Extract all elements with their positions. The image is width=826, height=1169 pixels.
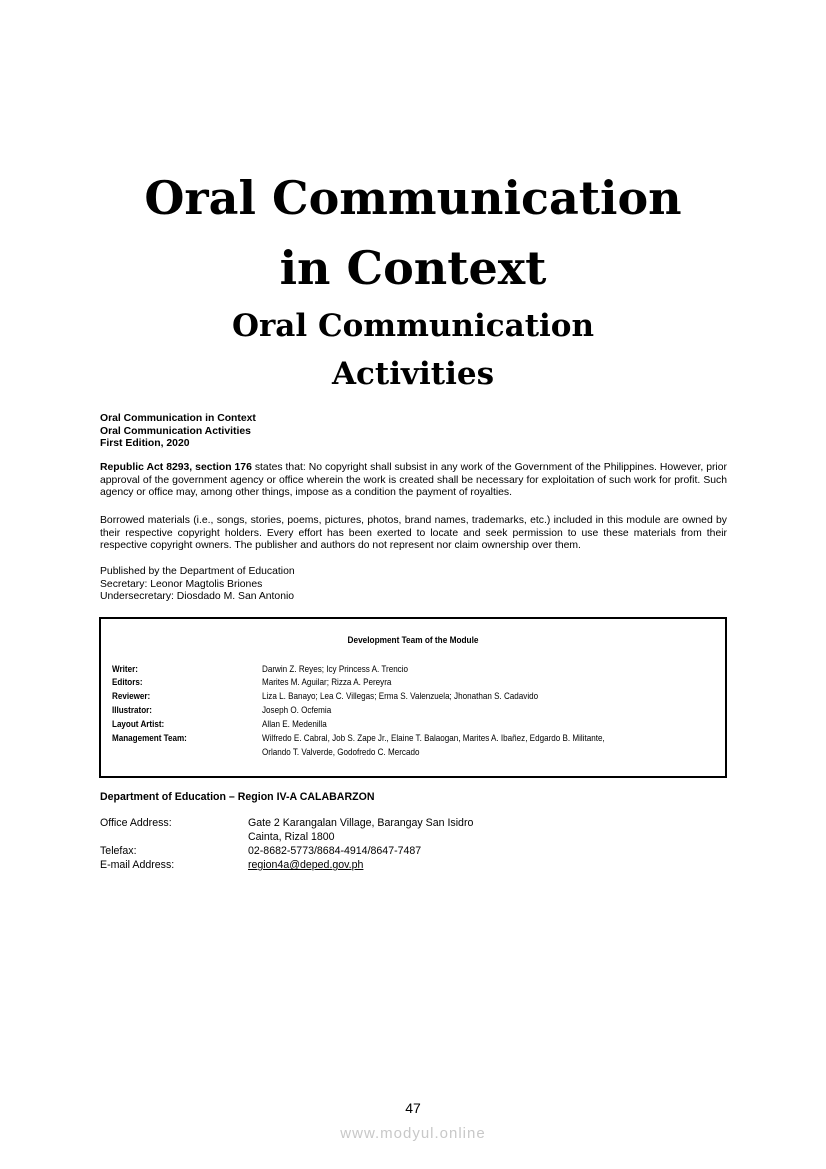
subtitle-line-1: Oral Communication xyxy=(231,308,595,344)
team-role: Management Team: xyxy=(112,733,187,743)
team-names: Wilfredo E. Cabral, Job S. Zape Jr., Elaine T. Balaogan, Marites A. Ibañez, Edgardo B. Militante, xyxy=(262,733,605,743)
borrowed-materials-notice: Borrowed materials (i.e., songs, stories, poems, pictures, photos, brand names, trademarks, etc.) included in this module are owned by their respective copyright holders. Every effort has been exerted to locate and seek permission to use these materials from their respective copyright owners. The publisher and authors do not represent nor claim ownership over them. xyxy=(100,515,727,552)
republic-act-reference: Republic Act 8293, section 176 xyxy=(100,462,252,473)
team-names: Darwin Z. Reyes; Icy Princess A. Trencio xyxy=(262,664,409,674)
publisher-line: Published by the Department of Education xyxy=(100,566,295,577)
copyright-text: states that: No copyright shall subsist in any work of the Government of the Philippines. However, prior approval of the government agency or office wherein the work is created shall be necessary for exploitation of such work for profit. Such agency or office may, among other things, impose as a condition the payment of royalties. xyxy=(100,462,727,499)
publisher-line: Secretary: Leonor Magtolis Briones xyxy=(100,578,263,590)
publisher-line: Undersecretary: Diosdado M. San Antonio xyxy=(100,591,295,603)
office-address-label: Office Address: xyxy=(100,817,172,829)
title-line-2: in Context xyxy=(279,241,547,295)
region-title: Department of Education – Region IV-A CALABARZON xyxy=(100,791,375,803)
edition-line: Oral Communication Activities xyxy=(100,425,251,437)
team-names: Orlando T. Valverde, Godofredo C. Mercado xyxy=(262,747,420,757)
page-number: 47 xyxy=(405,1100,421,1116)
edition-line: Oral Communication in Context xyxy=(100,413,256,424)
edition-info xyxy=(100,413,727,451)
team-names: Marites M. Aguilar; Rizza A. Pereyra xyxy=(262,677,392,687)
team-names: Liza L. Banayo; Lea C. Villegas; Erma S. Valenzuela; Jhonathan S. Cadavido xyxy=(262,691,539,701)
development-team-box xyxy=(99,617,727,778)
watermark: www.modyul.online xyxy=(340,1125,486,1142)
title-line-1: Oral Communication xyxy=(144,171,682,225)
team-role: Illustrator: xyxy=(112,705,152,715)
office-address-value: Gate 2 Karangalan Village, Barangay San Isidro xyxy=(248,817,474,829)
team-role: Layout Artist: xyxy=(112,719,165,729)
telefax-label: Telefax: xyxy=(100,845,137,857)
development-team-title: Development Team of the Module xyxy=(347,634,479,645)
team-role: Reviewer: xyxy=(112,691,151,701)
team-role: Writer: xyxy=(112,664,138,674)
team-names: Joseph O. Ocfemia xyxy=(262,705,332,715)
team-names: Allan E. Medenilla xyxy=(262,719,327,729)
email-link[interactable]: region4a@deped.gov.ph xyxy=(248,859,364,871)
publisher-info xyxy=(100,566,727,604)
telefax-value: 02-8682-5773/8684-4914/8647-7487 xyxy=(248,845,422,857)
copyright-notice xyxy=(100,462,727,500)
edition-line: First Edition, 2020 xyxy=(100,438,190,450)
team-role: Editors: xyxy=(112,677,143,687)
subtitle-line-2: Activities xyxy=(331,356,495,392)
office-address-value-2: Cainta, Rizal 1800 xyxy=(248,831,335,843)
email-label: E-mail Address: xyxy=(100,859,175,871)
